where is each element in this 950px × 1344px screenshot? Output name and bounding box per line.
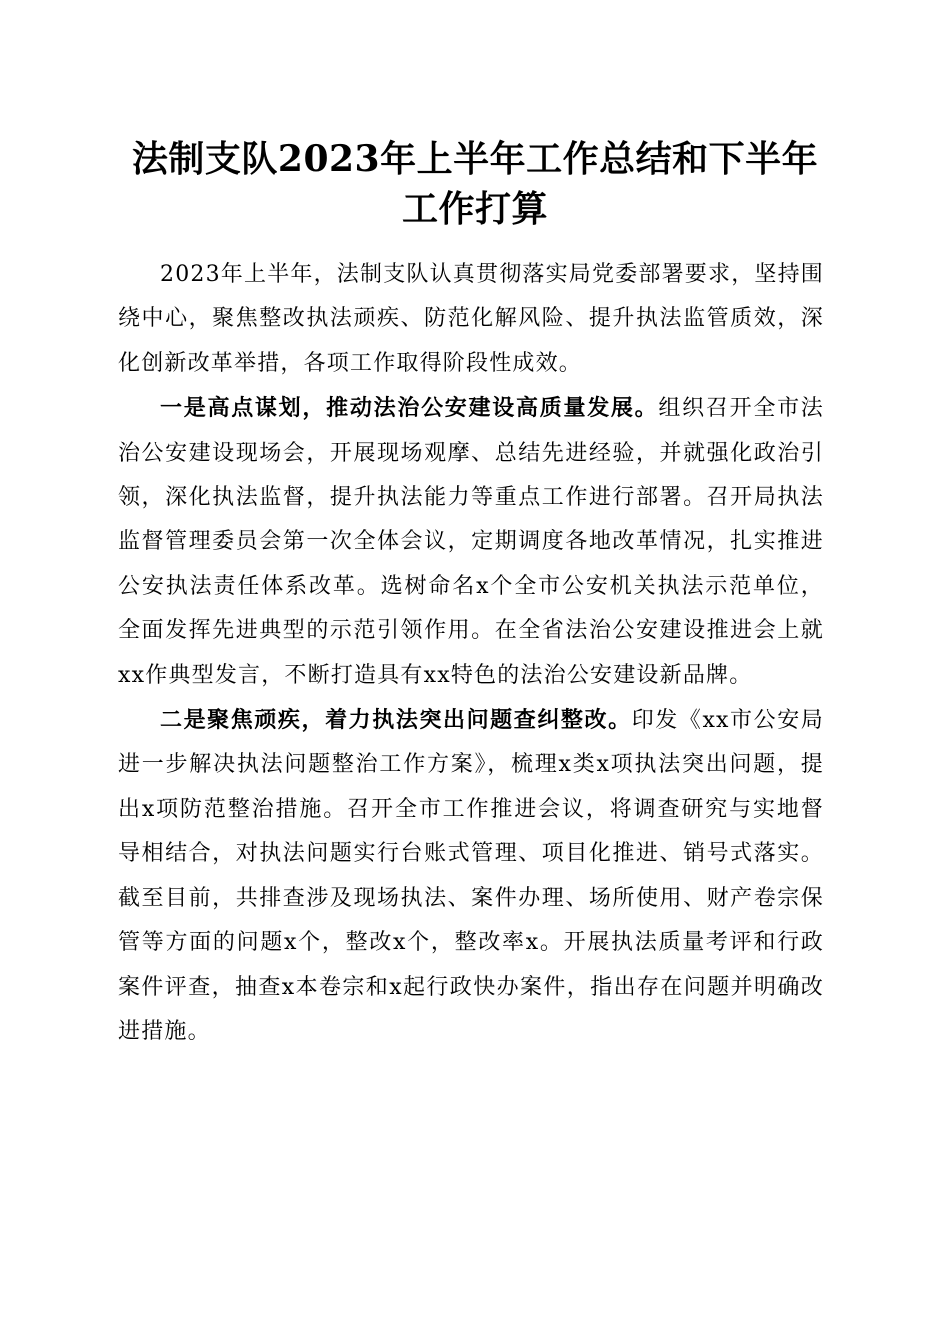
paragraph-text: 印发《xx市公安局进一步解决执法问题整治工作方案》，梳理x类x项执法突出问题，提出x项防范整治措施。召开全市工作推进会议，将调查研究与实地督导相结合，对执法问题实行台账式管理、项目化推进、销号式落实。截至目前，共排查涉及现场执法、案件办理、场所使用、财产卷宗保管等方面的问题x个，整改x个，整改率x。开展执法质量考评和行政案件评查，抽查x本卷宗和x起行政快办案件，指出存在问题并明确改进措施。 [118, 708, 824, 1044]
intro-paragraph [118, 252, 824, 386]
paragraph-text: 组织召开全市法治公安建设现场会，开展现场观摩、总结先进经验，并就强化政治引领，深化执法监督，提升执法能力等重点工作进行部署。召开局执法监督管理委员会第一次全体会议，定期调度各地改革情况，扎实推进公安执法责任体系改革。选树命名x个全市公安机关执法示范单位，全面发挥先进典型的示范引领作用。在全省法治公安建设推进会上就xx作典型发言，不断打造具有xx特色的法治公安建设新品牌。 [118, 396, 825, 688]
section-one-paragraph [118, 386, 824, 698]
document-body [118, 252, 824, 1054]
paragraph-text: 2023年上半年，法制支队认真贯彻落实局党委部署要求，坚持围绕中心，聚焦整改执法顽疾、防范化解风险、提升执法监管质效，深化创新改革举措，各项工作取得阶段性成效。 [118, 262, 824, 376]
section-two-paragraph [118, 698, 824, 1054]
document-title: 法制支队2023年上半年工作总结和下半年工作打算 [131, 138, 819, 230]
paragraph-lead: 二是聚焦顽疾，着力执法突出问题查纠整改。 [160, 707, 632, 734]
paragraph-lead: 一是高点谋划，推动法治公安建设高质量发展。 [160, 395, 659, 422]
